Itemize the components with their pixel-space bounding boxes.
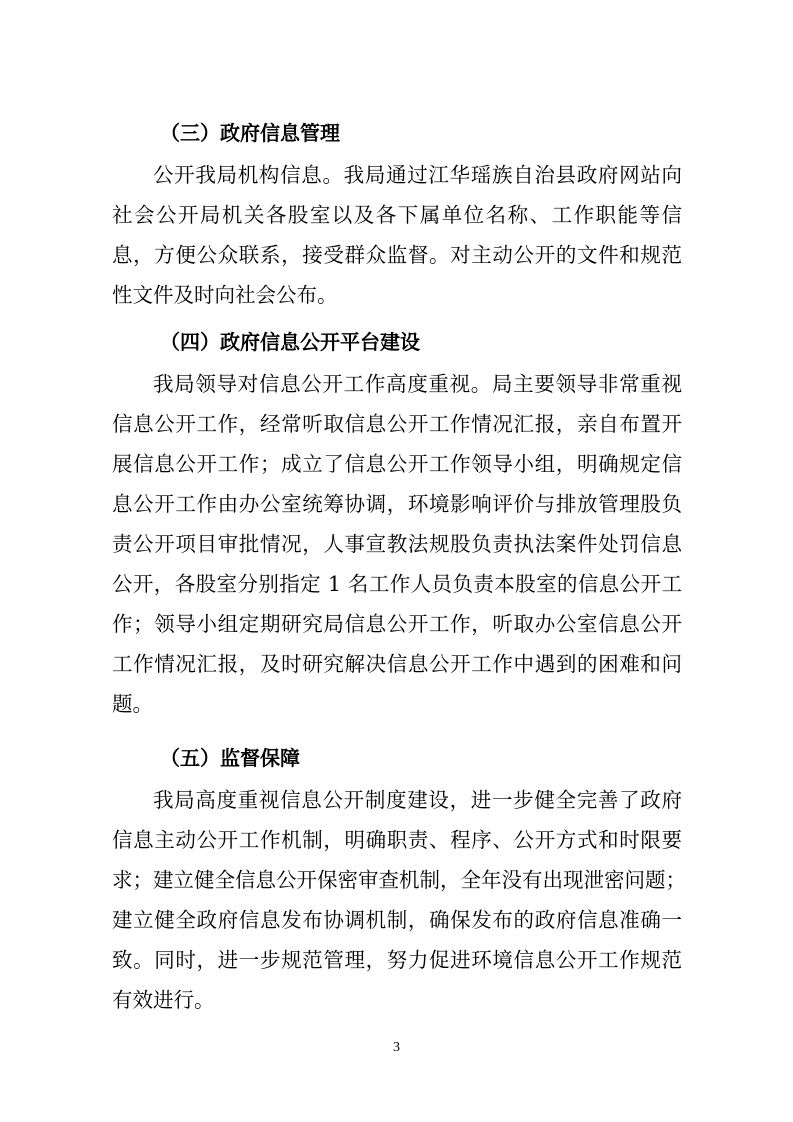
- section-body-3: [112, 155, 682, 315]
- text-line: 公开我局机构信息。我局通过江华瑶族自治县政府网站向: [153, 163, 682, 187]
- section-heading-3: （三）政府信息管理: [160, 121, 340, 145]
- section-body-5: [112, 780, 686, 1020]
- text-line: 建立健全政府信息发布协调机制，确保发布的政府信息准确一: [112, 908, 682, 932]
- text-line: 求；建立健全信息公开保密审查机制，全年没有出现泄密问题；: [112, 868, 686, 892]
- text-line: 我局领导对信息公开工作高度重视。局主要领导非常重视: [153, 372, 682, 396]
- text-line: 息公开工作由办公室统筹协调，环境影响评价与排放管理股负: [112, 492, 682, 516]
- text-line: 性文件及时向社会公布。: [112, 283, 338, 307]
- text-line: 责公开项目审批情况，人事宣教法规股负责执法案件处罚信息: [112, 532, 682, 556]
- section-body-4: [112, 364, 682, 724]
- text-line: 作；领导小组定期研究局信息公开工作，听取办公室信息公开: [112, 612, 682, 636]
- text-line: 公开，各股室分别指定 1 名工作人员负责本股室的信息公开工: [112, 572, 682, 596]
- text-line: 社会公开局机关各股室以及各下属单位名称、工作职能等信: [112, 203, 682, 227]
- section-heading-5: （五）监督保障: [160, 746, 300, 770]
- text-line: 致。同时，进一步规范管理，努力促进环境信息公开工作规范: [112, 948, 682, 972]
- section-heading-4: （四）政府信息公开平台建设: [160, 330, 420, 354]
- text-line: 题。: [112, 692, 153, 716]
- text-line: 息，方便公众联系，接受群众监督。对主动公开的文件和规范: [112, 243, 682, 267]
- text-line: 信息公开工作，经常听取信息公开工作情况汇报，亲自布置开: [112, 412, 682, 436]
- text-line: 我局高度重视信息公开制度建设，进一步健全完善了政府: [153, 788, 682, 812]
- text-line: 展信息公开工作；成立了信息公开工作领导小组，明确规定信: [112, 452, 682, 476]
- page-number: 3: [393, 1040, 400, 1055]
- text-line: 工作情况汇报，及时研究解决信息公开工作中遇到的困难和问: [112, 652, 682, 676]
- text-line: 有效进行。: [112, 988, 215, 1012]
- text-line: 信息主动公开工作机制，明确职责、程序、公开方式和时限要: [112, 828, 682, 852]
